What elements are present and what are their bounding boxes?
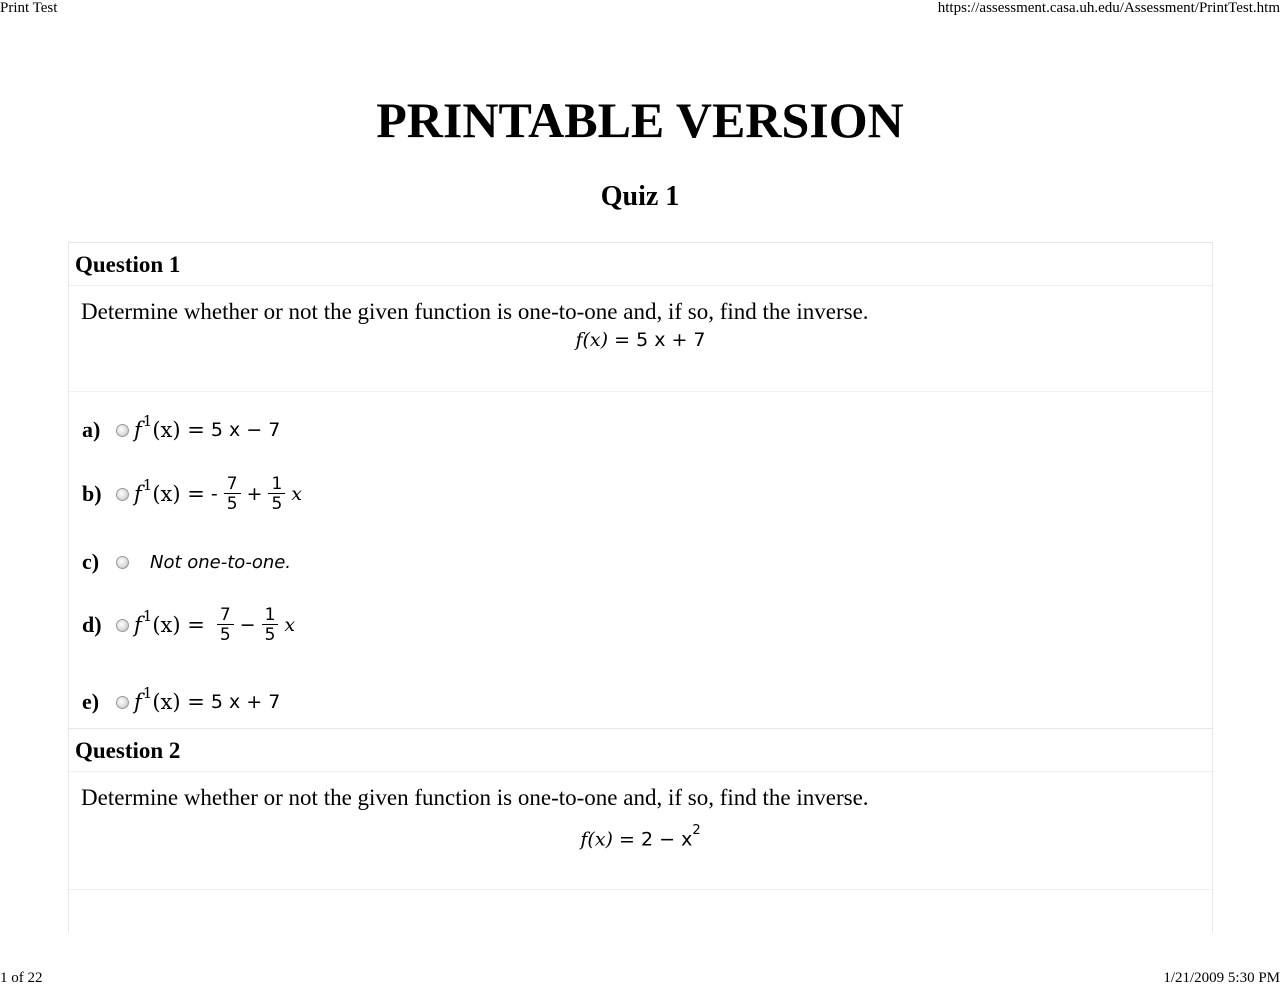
option-d-op: − — [239, 614, 256, 636]
option-e-radio[interactable] — [116, 696, 129, 709]
question-2-block — [68, 728, 1213, 933]
option-b-letter: b) — [82, 481, 102, 506]
option-b-var: x — [291, 483, 302, 505]
option-b-fn: f — [134, 482, 142, 506]
option-d-fraction-1 — [217, 606, 234, 645]
option-d-num1: 7 — [217, 606, 234, 625]
print-datetime: 1/21/2009 5:30 PM — [1163, 970, 1280, 986]
option-e-arg: (x) = — [152, 690, 205, 714]
option-b-radio[interactable] — [116, 488, 129, 501]
option-e-letter: e) — [82, 689, 100, 714]
option-a-fn: f — [134, 418, 142, 442]
option-b-math — [134, 475, 302, 514]
question-2-formula — [69, 824, 1212, 850]
option-d-arg: (x) = — [152, 613, 205, 637]
option-d-sup: 1 — [142, 607, 153, 625]
option-b-num2: 1 — [268, 475, 285, 494]
option-c-text: Not one-to-one. — [150, 551, 292, 573]
page-header-url: https://assessment.casa.uh.edu/Assessment/PrintTest.htm — [937, 0, 1280, 16]
option-c-letter: c) — [82, 549, 100, 574]
option-a-radio[interactable] — [116, 424, 129, 437]
option-c-radio[interactable] — [116, 556, 129, 569]
option-d-fn: f — [134, 613, 142, 637]
option-a-math — [134, 412, 281, 442]
option-b-sup: 1 — [142, 476, 153, 494]
question-1-options — [69, 392, 1212, 729]
option-d-den1: 5 — [219, 624, 231, 645]
question-1-label: Question 1 — [69, 243, 1212, 286]
question-1-block — [68, 242, 1213, 730]
option-b-op: + — [246, 483, 263, 505]
option-d-letter: d) — [82, 612, 102, 637]
formula-rhs: 5 x + 7 — [636, 329, 706, 351]
document-title: PRINTABLE VERSION — [376, 92, 904, 148]
option-e-fn: f — [134, 690, 142, 714]
option-d-radio[interactable] — [116, 619, 129, 632]
option-b-rhs — [211, 475, 302, 514]
formula-exponent: 2 — [692, 823, 701, 838]
option-a-sup: 1 — [142, 412, 153, 430]
page-count: 1 of 22 — [0, 970, 43, 986]
option-e-rhs: 5 x + 7 — [210, 691, 281, 713]
page-header-title: Print Test — [0, 0, 58, 16]
question-2-body — [69, 772, 1212, 890]
option-b-den2: 5 — [271, 493, 283, 514]
option-e-math — [134, 684, 281, 714]
option-b-sign: - — [210, 483, 218, 505]
option-d[interactable] — [82, 605, 295, 645]
option-b-fraction-2 — [268, 475, 285, 514]
formula-rhs: 2 − x — [640, 828, 693, 851]
option-b[interactable] — [82, 474, 302, 514]
question-2-label: Question 2 — [69, 729, 1212, 772]
option-e-sup: 1 — [142, 684, 153, 702]
option-a[interactable] — [82, 410, 280, 450]
formula-lhs: f(x) — [575, 329, 609, 351]
option-c[interactable] — [82, 542, 291, 582]
option-b-num1: 7 — [224, 475, 241, 494]
formula-eq: = — [614, 329, 631, 351]
question-1-prompt: Determine whether or not the given function is one-to-one and, if so, find the inverse. — [81, 299, 869, 324]
formula-lhs: f(x) — [580, 828, 613, 851]
question-2-prompt: Determine whether or not the given function is one-to-one and, if so, find the inverse. — [81, 785, 869, 810]
option-a-letter: a) — [82, 417, 101, 442]
option-e[interactable] — [82, 682, 280, 722]
option-d-rhs — [211, 606, 295, 645]
option-d-math — [134, 606, 295, 645]
question-1-formula — [69, 329, 1212, 351]
formula-eq: = — [619, 828, 635, 851]
option-b-arg: (x) = — [152, 482, 205, 506]
quiz-title: Quiz 1 — [600, 181, 680, 212]
option-a-rhs: 5 x − 7 — [210, 419, 281, 441]
option-b-den1: 5 — [226, 493, 238, 514]
option-a-arg: (x) = — [152, 418, 205, 442]
option-d-num2: 1 — [262, 606, 279, 625]
question-1-body — [69, 286, 1212, 392]
option-b-fraction-1 — [224, 475, 241, 514]
option-d-var: x — [284, 614, 296, 636]
option-d-fraction-2 — [262, 606, 279, 645]
option-d-den2: 5 — [264, 624, 276, 645]
